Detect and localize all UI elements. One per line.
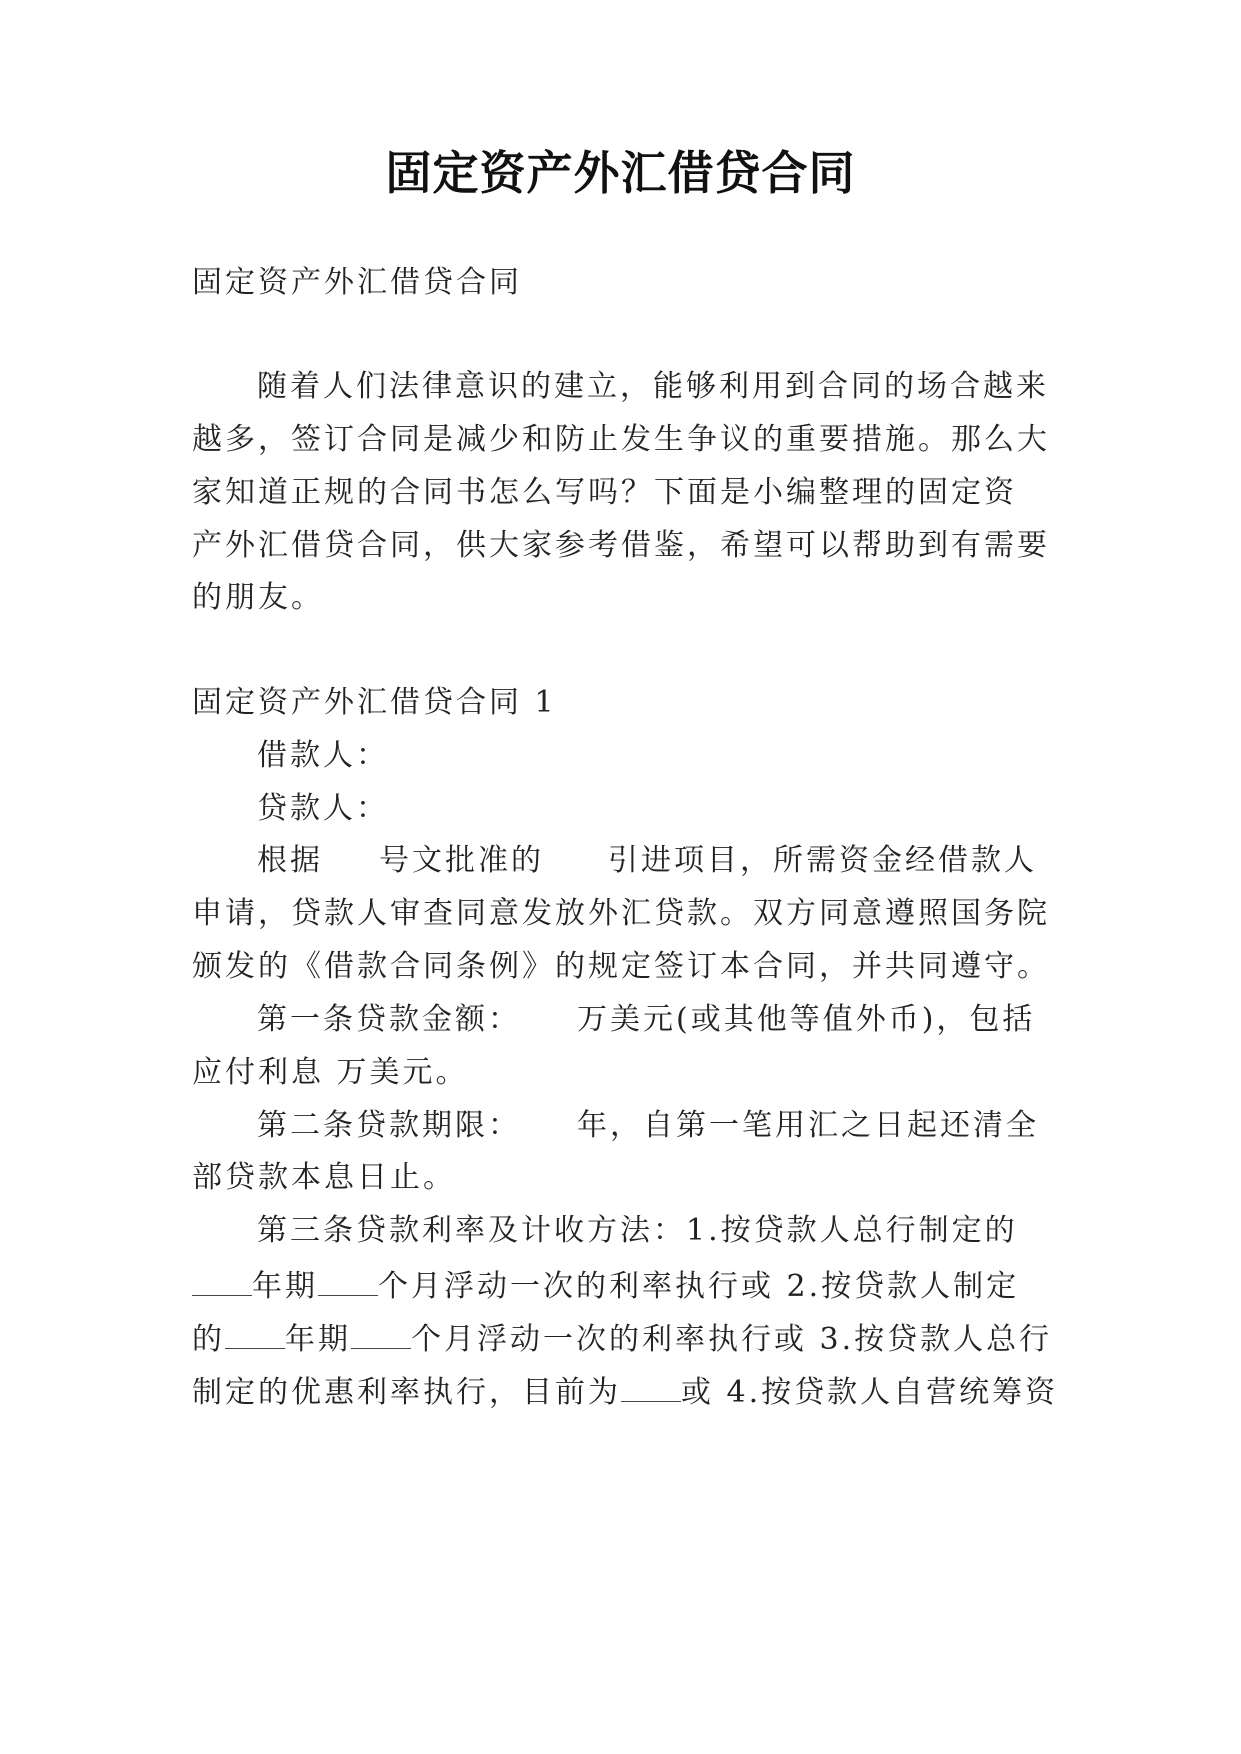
blank-field (621, 1375, 681, 1402)
text-segment: 第二条贷款期限： (257, 1108, 521, 1143)
article-3: 第三条贷款利率及计收方法：1.按贷款人总行制定的 (257, 1213, 1018, 1248)
paragraph-line: 申请，贷款人审查同意发放外汇贷款。双方同意遵照国务院 (192, 896, 1050, 931)
document-subtitle: 固定资产外汇借贷合同 (192, 265, 522, 300)
paragraph-line (192, 1375, 1058, 1408)
blank-field (225, 1322, 285, 1349)
lender-label: 贷款人： (257, 791, 389, 826)
text-segment: 引进项目，所需资金经借款人 (608, 843, 1037, 878)
paragraph-approval (257, 843, 1037, 878)
blank-field (318, 1269, 378, 1296)
intro-line: 的朋友。 (192, 580, 324, 615)
text-segment: 或 4.按贷款人自营统筹资 (681, 1375, 1059, 1410)
article-1 (257, 1002, 1036, 1037)
text-segment: 根据 (257, 843, 323, 878)
text-segment: 个月浮动一次的利率执行或 2.按贷款人制定 (378, 1269, 1020, 1304)
text-segment: 万美元(或其他等值外币)，包括 (577, 1002, 1036, 1037)
intro-line: 随着人们法律意识的建立，能够利用到合同的场合越来 (257, 369, 1049, 404)
document-title: 固定资产外汇借贷合同 (385, 146, 856, 200)
text-segment: 的 (192, 1322, 225, 1357)
intro-line: 越多，签订合同是减少和防止发生争议的重要措施。那么大 (192, 422, 1050, 457)
paragraph-line: 应付利息 万美元。 (192, 1055, 469, 1090)
borrower-label: 借款人： (257, 738, 389, 773)
text-segment: 个月浮动一次的利率执行或 3.按贷款人总行 (411, 1322, 1053, 1357)
blank-field (192, 1269, 252, 1296)
article-2 (257, 1108, 1039, 1143)
section-title: 固定资产外汇借贷合同 1 (192, 685, 557, 720)
text-segment: 第一条贷款金额： (257, 1002, 521, 1037)
text-segment: 年期 (252, 1269, 318, 1304)
text-segment: 年，自第一笔用汇之日起还清全 (577, 1108, 1039, 1143)
text-segment: 号文批准的 (379, 843, 544, 878)
intro-line: 家知道正规的合同书怎么写吗？下面是小编整理的固定资 (192, 475, 1017, 510)
intro-line: 产外汇借贷合同，供大家参考借鉴，希望可以帮助到有需要 (192, 528, 1050, 563)
blank-field (351, 1322, 411, 1349)
paragraph-line: 部贷款本息日止。 (192, 1160, 456, 1195)
paragraph-line (192, 1269, 1019, 1302)
text-segment: 制定的优惠利率执行，目前为 (192, 1375, 621, 1410)
paragraph-line (192, 1322, 1052, 1355)
text-segment: 年期 (285, 1322, 351, 1357)
paragraph-line: 颁发的《借款合同条例》的规定签订本合同，并共同遵守。 (192, 949, 1050, 984)
